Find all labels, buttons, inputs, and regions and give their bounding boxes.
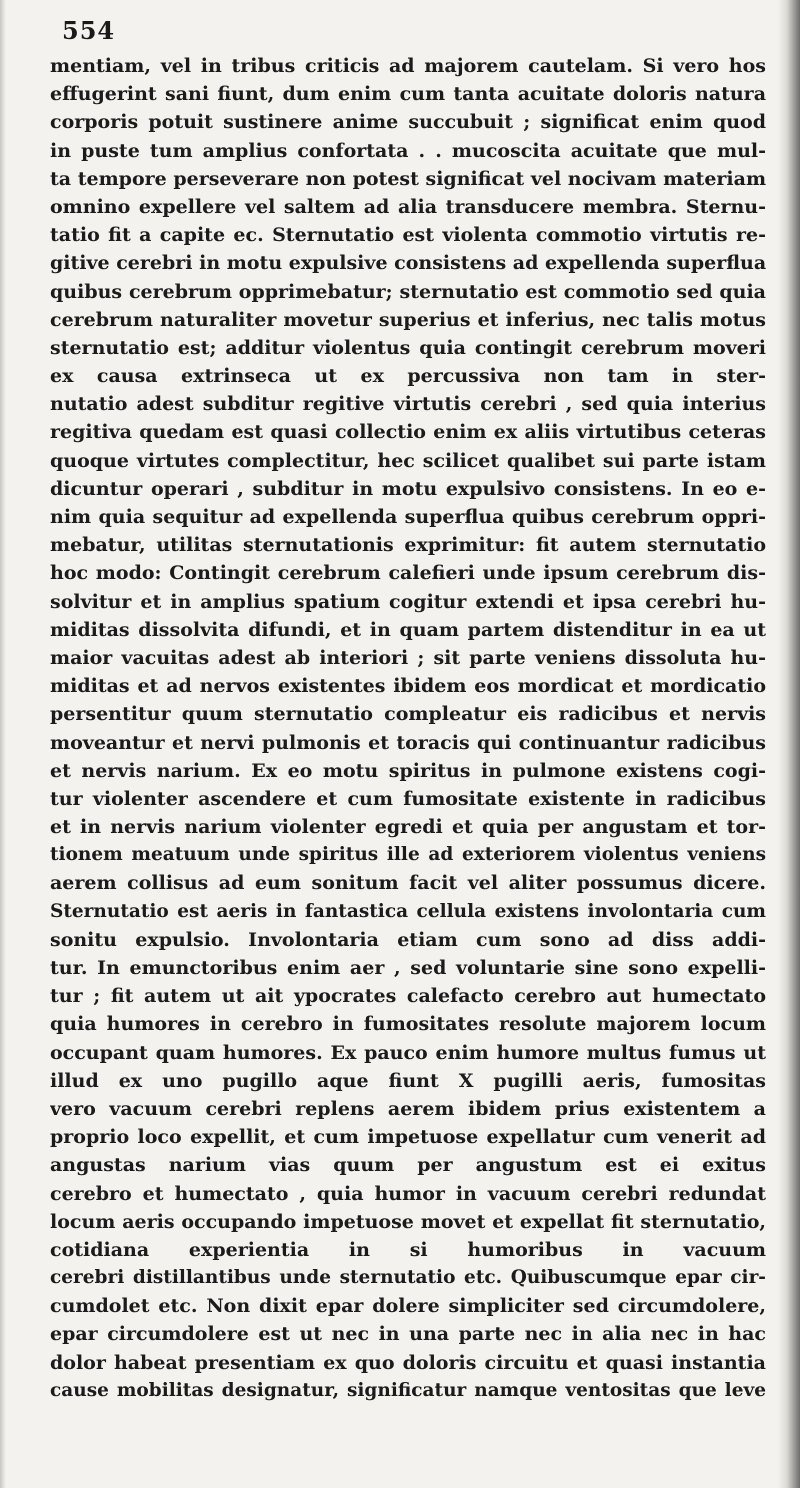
text-line: dolor habeat presentiam ex quo doloris circuitu et quasi instantia <box>50 1351 766 1374</box>
text-line: miditas dissolvita difundi, et in quam partem distenditur in ea ut <box>50 618 766 641</box>
text-line: mentiam, vel in tribus criticis ad majorem cautelam. Si vero hos <box>50 55 766 77</box>
text-line: nim quia sequitur ad expellenda superflua quibus cerebrum oppri- <box>50 506 766 528</box>
text-line: quibus cerebrum opprimebatur; sternutatio est commotio sed quia <box>50 280 766 303</box>
text-line: vero vacuum cerebri replens aerem ibidem prius existentem a <box>50 1097 766 1120</box>
text-line: tur violenter ascendere et cum fumositate existente in radicibus <box>50 787 766 810</box>
text-line: cotidiana experientia in si humoribus in vacuum <box>50 1238 766 1261</box>
text-line: persentitur quum sternutatio compleatur eis radicibus et nervis <box>50 703 766 726</box>
text-line: tur ; fit autem ut ait ypocrates calefacto cerebro aut humectato <box>50 985 766 1008</box>
text-line: cerebro et humectato , quia humor in vacuum cerebri redundat <box>50 1182 766 1205</box>
page-gutter-shadow <box>778 0 800 1488</box>
text-line: nutatio adest subditur regitive virtutis cerebri , sed quia interius <box>50 393 766 416</box>
text-line: et in nervis narium violenter egredi et quia per angustam et tor- <box>50 816 766 839</box>
page-number: 554 <box>62 16 116 45</box>
text-line: sternutatio est; additur violentus quia contingit cerebrum moveri <box>50 336 766 359</box>
text-line: gitive cerebri in motu expulsive consistens ad expellenda superflua <box>50 252 766 275</box>
body-text <box>50 52 766 1405</box>
text-line: regitiva quedam est quasi collectio enim ex aliis virtutibus ceteras <box>50 421 766 444</box>
text-line: omnino expellere vel saltem ad alia transducere membra. Sternu- <box>50 195 766 218</box>
text-line: maior vacuitas adest ab interiori ; sit parte veniens dissoluta hu- <box>50 646 766 669</box>
text-line: illud ex uno pugillo aque fiunt X pugilli aeris, fumositas <box>50 1069 766 1092</box>
text-line: mebatur, utilitas sternutationis exprimitur: fit autem sternutatio <box>50 534 766 557</box>
text-line: sonitu expulsio. Involontaria etiam cum sono ad diss addi- <box>50 928 766 951</box>
text-line: quoque virtutes complectitur, hec scilicet qualibet sui parte istam <box>50 449 766 472</box>
text-line: cumdolet etc. Non dixit epar dolere simpliciter sed circumdolere, <box>50 1295 766 1318</box>
text-line: in puste tum amplius confortata . . mucoscita acuitate que mul- <box>50 139 766 162</box>
text-line: tur. In emunctoribus enim aer , sed voluntarie sine sono expelli- <box>50 957 766 979</box>
text-line: effugerint sani fiunt, dum enim cum tanta acuitate doloris natura <box>50 83 766 106</box>
text-line: dicuntur operari , subditur in motu expulsivo consistens. In eo e- <box>50 477 766 500</box>
text-line: et nervis narium. Ex eo motu spiritus in pulmone existens cogi- <box>50 759 766 782</box>
text-line: aerem collisus ad eum sonitum facit vel aliter possumus dicere. <box>50 872 766 895</box>
text-line: miditas et ad nervos existentes ibidem eos mordicat et mordicatio <box>50 675 766 698</box>
text-line: occupant quam humores. Ex pauco enim humore multus fumus ut <box>50 1041 766 1064</box>
text-line: tatio fit a capite ec. Sternutatio est violenta commotio virtutis re- <box>50 224 766 247</box>
text-line: moveantur et nervi pulmonis et toracis qui continuantur radicibus <box>50 731 766 754</box>
text-line: Sternutatio est aeris in fantastica cellula existens involontaria cum <box>50 900 766 922</box>
text-line: hoc modo: Contingit cerebrum calefieri unde ipsum cerebrum dis- <box>50 562 766 585</box>
text-line: cerebrum naturaliter movetur superius et inferius, nec talis motus <box>50 308 766 331</box>
text-line: epar circumdolere est ut nec in una parte nec in alia nec in hac <box>50 1323 766 1346</box>
text-line: solvitur et in amplius spatium cogitur extendi et ipsa cerebri hu- <box>50 590 766 613</box>
text-line: cerebri distillantibus unde sternutatio etc. Quibuscumque epar cir- <box>50 1267 766 1289</box>
text-line: tionem meatuum unde spiritus ille ad exteriorem violentus veniens <box>50 844 766 866</box>
text-line: ex causa extrinseca ut ex percussiva non tam in ster- <box>50 365 766 388</box>
text-line: locum aeris occupando impetuose movet et expellat fit sternutatio, <box>50 1210 766 1233</box>
text-line: angustas narium vias quum per angustum est ei exitus <box>50 1154 766 1177</box>
text-line: proprio loco expellit, et cum impetuose expellatur cum venerit ad <box>50 1126 766 1149</box>
page-left-edge <box>0 0 6 1488</box>
text-line: quia humores in cerebro in fumositates resolute majorem locum <box>50 1013 766 1036</box>
text-line: ta tempore perseverare non potest significat vel nocivam materiam <box>50 167 766 190</box>
text-line: corporis potuit sustinere anime succubuit ; significat enim quod <box>50 111 766 134</box>
text-line: cause mobilitas designatur, significatur namque ventositas que leve <box>50 1379 766 1401</box>
